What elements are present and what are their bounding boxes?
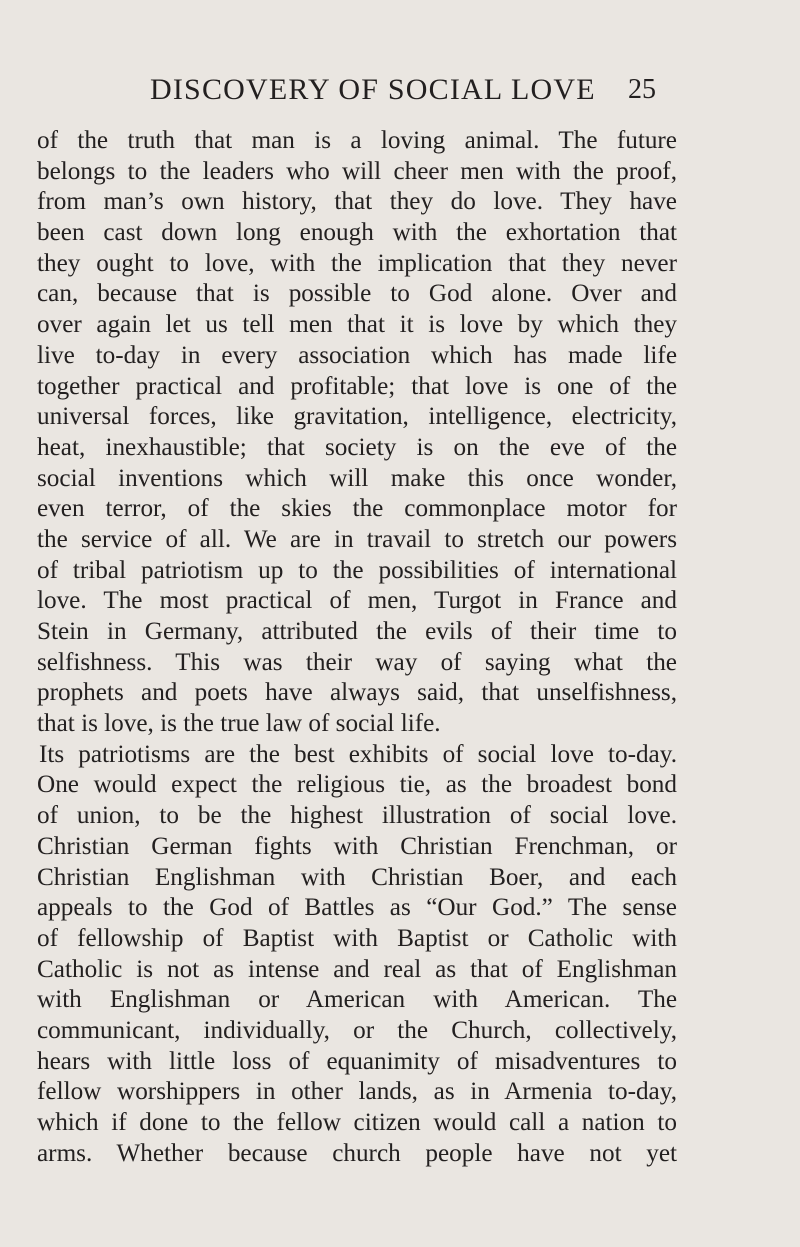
page-number: 25	[628, 74, 656, 105]
text-line: arms. Whether because church people have not yet	[37, 1139, 677, 1167]
paragraph-end-line: that is love, is the true law of social life.	[37, 710, 441, 738]
text-line: communicant, individually, or the Church, collectively,	[37, 1016, 677, 1044]
running-header	[0, 72, 800, 112]
text-line: hears with little loss of equanimity of misadventures to	[37, 1047, 677, 1075]
text-line: appeals to the God of Battles as “Our God.” The sense	[37, 894, 677, 922]
text-line: Christian Englishman with Christian Boer, and each	[37, 863, 677, 891]
text-line: prophets and poets have always said, that unselfishness,	[37, 679, 677, 707]
text-line: belongs to the leaders who will cheer men with the proof,	[37, 157, 677, 185]
text-line: One would expect the religious tie, as the broadest bond	[37, 771, 677, 799]
body-text	[37, 126, 677, 1169]
text-line: fellow worshippers in other lands, as in Armenia to-day,	[37, 1078, 677, 1106]
text-line: of the truth that man is a loving animal. The future	[37, 127, 677, 154]
running-title: DISCOVERY OF SOCIAL LOVE	[150, 73, 596, 106]
text-line: they ought to love, with the implication that they never	[37, 249, 677, 277]
text-line: even terror, of the skies the commonplace motor for	[37, 495, 677, 523]
text-line: social inventions which will make this once wonder,	[37, 464, 677, 492]
text-line: Stein in Germany, attributed the evils of their time to	[37, 618, 677, 645]
text-line: of tribal patriotism up to the possibilities of international	[37, 556, 677, 584]
text-line: can, because that is possible to God alone. Over and	[37, 280, 677, 308]
text-line: over again let us tell men that it is love by which they	[37, 311, 677, 339]
text-line: universal forces, like gravitation, intelligence, electricity,	[37, 403, 677, 431]
text-line: of fellowship of Baptist with Baptist or Catholic with	[37, 924, 677, 952]
text-line: together practical and profitable; that love is one of the	[37, 372, 677, 400]
paragraph-start-line: Its patriotisms are the best exhibits of social love to-day.	[39, 740, 677, 768]
text-line: live to-day in every association which has made life	[37, 341, 677, 369]
text-line: which if done to the fellow citizen would call a nation to	[37, 1109, 677, 1136]
text-line: selfishness. This was their way of saying what the	[37, 648, 677, 676]
text-line: from man’s own history, that they do love. They have	[37, 188, 677, 216]
text-line: Christian German fights with Christian Frenchman, or	[37, 832, 677, 860]
text-line: love. The most practical of men, Turgot in France and	[37, 587, 677, 615]
text-line: of union, to be the highest illustration of social love.	[37, 802, 677, 830]
text-line: Catholic is not as intense and real as that of Englishman	[37, 955, 677, 983]
text-line: heat, inexhaustible; that society is on the eve of the	[37, 433, 677, 461]
text-line: with Englishman or American with American. The	[37, 986, 677, 1014]
text-line: the service of all. We are in travail to stretch our powers	[37, 525, 677, 553]
text-line: been cast down long enough with the exhortation that	[37, 219, 677, 247]
